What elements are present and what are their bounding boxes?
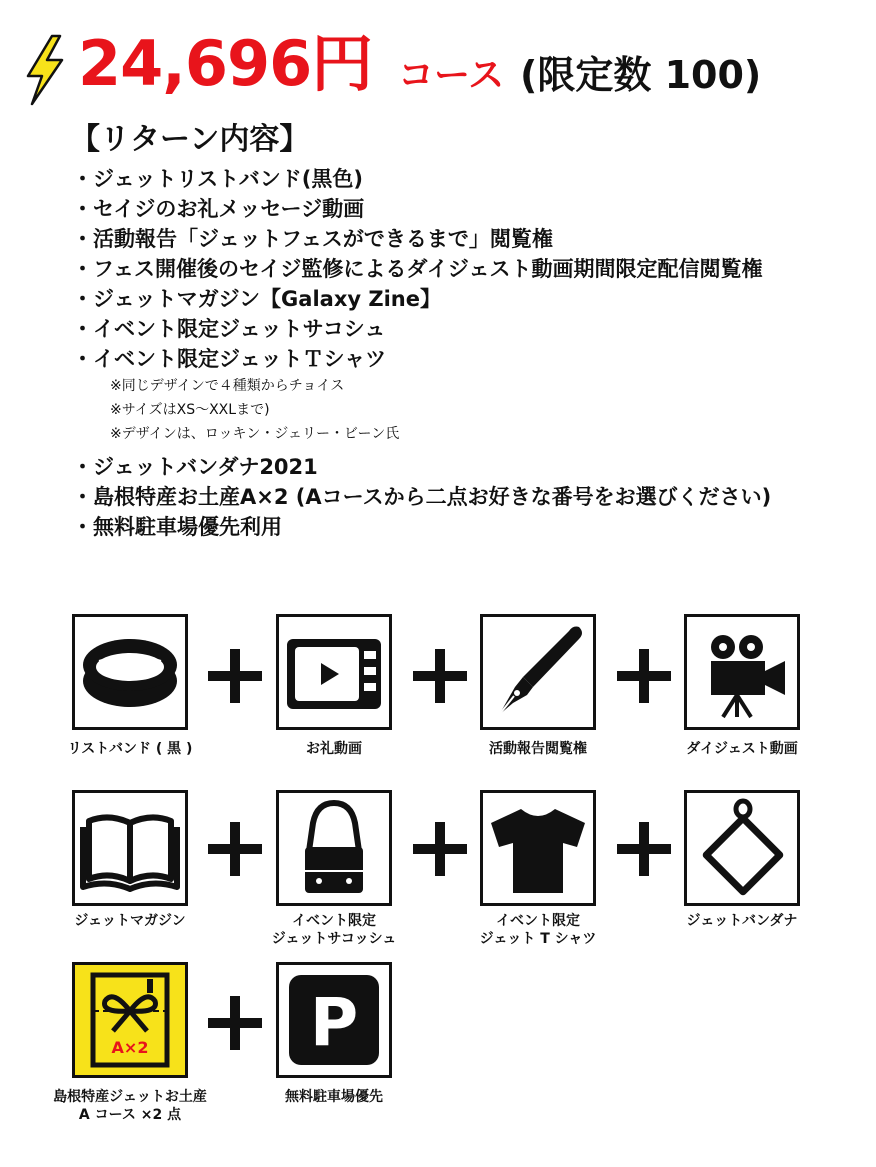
list-note: ※デザインは、ロッキン・ジェリー・ビーン氏 xyxy=(110,426,400,442)
icon-caption: 島根特産ジェットお土産 A コース ×2 点 xyxy=(53,1089,207,1123)
parking-tile xyxy=(276,962,392,1078)
list-note: ※サイズはXS～XXLまで) xyxy=(110,402,270,418)
bandana-tile xyxy=(684,790,800,906)
list-item: ・ジェットリストバンド(黒色) xyxy=(72,167,363,191)
list-item: ・イベント限定ジェットサコシュ xyxy=(72,317,386,341)
movie-camera-icon xyxy=(687,617,797,727)
course-label: コース xyxy=(398,55,505,96)
bandana-icon xyxy=(687,793,797,903)
list-item: ・イベント限定ジェットＴシャツ xyxy=(72,347,387,371)
parking-symbol: P xyxy=(309,984,359,1061)
plus-icon xyxy=(208,996,262,1050)
list-item: ・セイジのお礼メッセージ動画 xyxy=(72,197,365,221)
open-book-icon xyxy=(75,793,185,903)
returns-list xyxy=(72,164,771,542)
camera-tile xyxy=(684,614,800,730)
sacoche-bag-icon xyxy=(279,793,389,903)
pen-tile xyxy=(480,614,596,730)
parking-icon xyxy=(279,965,389,1075)
icon-caption: 無料駐車場優先 xyxy=(285,1089,383,1105)
icon-caption: お礼動画 xyxy=(306,741,362,757)
icon-caption: 活動報告閲覧権 xyxy=(489,741,587,757)
limit-count: (限定数 100) xyxy=(520,53,762,97)
icon-caption: イベント限定 ジェット T シャツ xyxy=(479,913,597,947)
list-item: ・ジェットマガジン【Galaxy Zine】 xyxy=(72,287,441,311)
icon-caption: ジェットマガジン xyxy=(74,913,186,929)
tshirt-tile xyxy=(480,790,596,906)
list-item: ・島根特産お土産A×2 (Aコースから二点お好きな番号をお選びください) xyxy=(72,485,772,509)
icon-caption: リストバンド ( 黒 ) xyxy=(67,741,193,757)
plus-icon xyxy=(208,822,262,876)
list-item: ・無料駐車場優先利用 xyxy=(72,515,282,539)
lightning-bolt-icon xyxy=(22,34,68,106)
list-item: ・フェス開催後のセイジ監修によるダイジェスト動画期間限定配信閲覧権 xyxy=(72,257,763,281)
fountain-pen-icon xyxy=(483,617,593,727)
returns-heading: 【リターン内容】 xyxy=(70,122,310,157)
wristband-tile xyxy=(72,614,188,730)
magazine-tile xyxy=(72,790,188,906)
course-price: 24,696円 xyxy=(78,27,373,100)
list-item: ・活動報告「ジェットフェスができるまで」閲覧権 xyxy=(72,227,553,251)
wristband-icon xyxy=(75,617,185,727)
gift-tile xyxy=(72,962,188,1078)
plus-icon xyxy=(413,649,467,703)
plus-icon xyxy=(617,822,671,876)
plus-icon xyxy=(413,822,467,876)
plus-icon xyxy=(208,649,262,703)
video-screen-icon xyxy=(279,617,389,727)
gift-badge: A×2 xyxy=(111,1038,149,1057)
tshirt-icon xyxy=(483,793,593,903)
sacoche-tile xyxy=(276,790,392,906)
plus-icon xyxy=(617,649,671,703)
list-note: ※同じデザインで４種類からチョイス xyxy=(110,378,345,394)
icon-caption: ジェットバンダナ xyxy=(686,913,798,929)
video-tile xyxy=(276,614,392,730)
icon-caption: ダイジェスト動画 xyxy=(686,741,798,757)
icon-caption: イベント限定 ジェットサコッシュ xyxy=(271,913,397,947)
list-item: ・ジェットバンダナ2021 xyxy=(72,455,318,479)
gift-box-icon xyxy=(75,965,185,1075)
